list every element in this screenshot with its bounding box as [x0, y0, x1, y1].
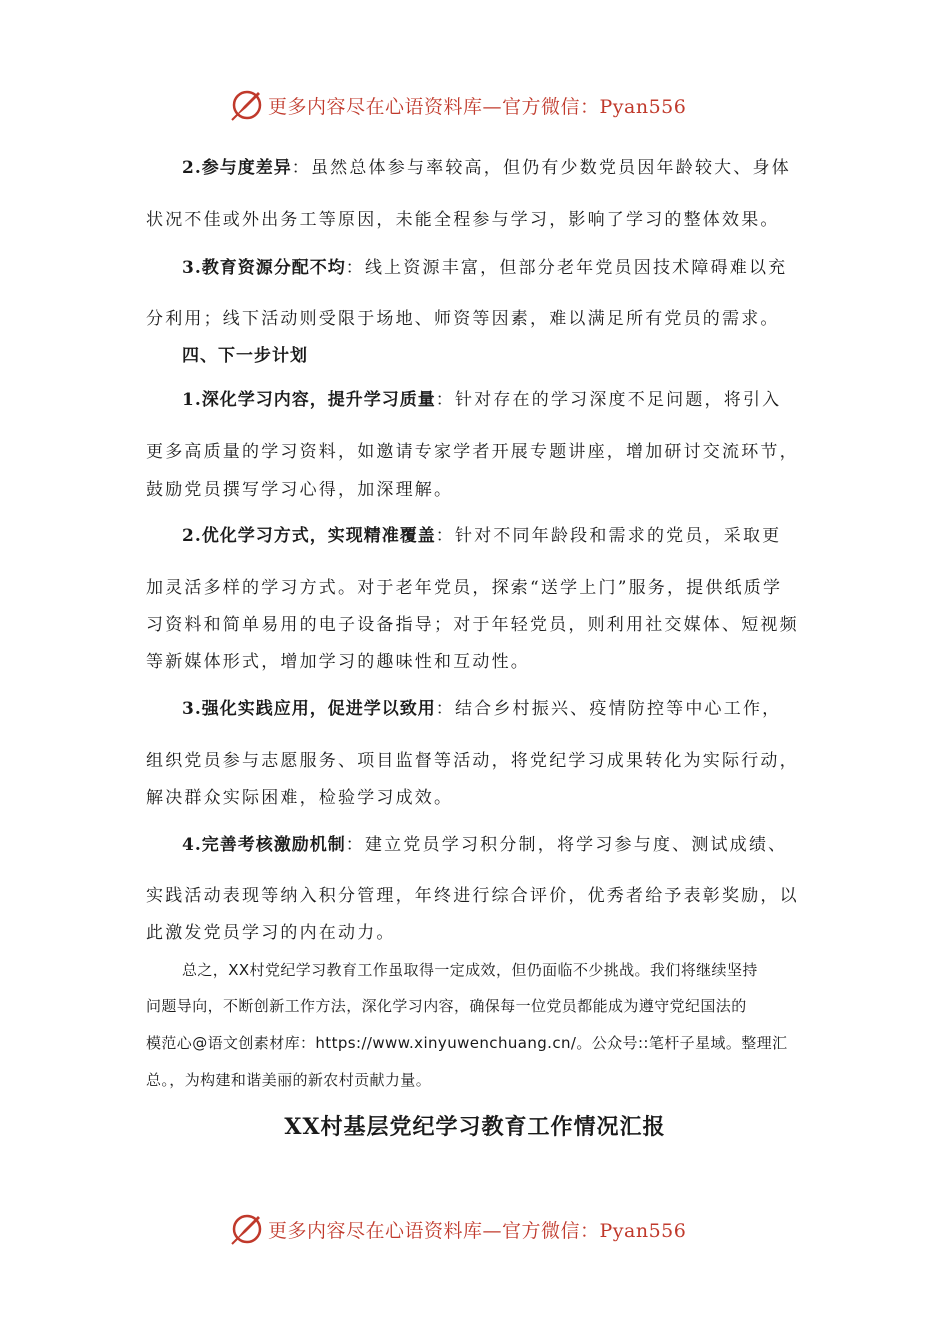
item-label: 1.深化学习内容，提升学习质量: [182, 390, 436, 410]
item-text: ：线上资源丰富，但部分老年党员因技术障碍难以充: [345, 258, 788, 278]
conclusion-line: 总。，为构建和谐美丽的新农村贡献力量。: [146, 1071, 432, 1089]
section-heading-next-steps: 四、下一步计划: [182, 346, 308, 366]
conclusion-line: 模范心@语文创素材库：https://www.xinyuwenchuang.cn/。公众号::笔杆子星域。整理汇: [146, 1034, 788, 1052]
text-line: 分利用；线下活动则受限于场地、师资等因素，难以满足所有党员的需求。: [146, 309, 780, 329]
conclusion-line: 总之，XX村党纪学习教育工作虽取得一定成效，但仍面临不少挑战。我们将继续坚持: [182, 961, 758, 979]
item-text: ：建立党员学习积分制，将学习参与度、测试成绩、: [345, 835, 788, 855]
item-label: 2.优化学习方式，实现精准覆盖: [182, 526, 436, 546]
text-line: 实践活动表现等纳入积分管理，年终进行综合评价，优秀者给予表彰奖励，以: [146, 886, 799, 906]
pen-nib-logo-icon: [230, 88, 264, 122]
paragraph-assessment-incentive: [182, 833, 806, 857]
watermark-text: 更多内容尽在心语资料库—官方微信：Pyan556: [268, 95, 687, 118]
paragraph-optimize-methods: [182, 524, 806, 548]
text-line: 状况不佳或外出务工等原因，未能全程参与学习，影响了学习的整体效果。: [146, 210, 780, 230]
text-line: 加灵活多样的学习方式。对于老年党员，探索“送学上门”服务，提供纸质学: [146, 578, 783, 598]
pen-nib-logo-icon: [230, 1212, 264, 1246]
text-line: 此激发党员学习的内在动力。: [146, 923, 396, 943]
paragraph-practice-application: [182, 697, 806, 721]
item-text: ：针对存在的学习深度不足问题，将引入: [435, 390, 782, 410]
item-label: 2.参与度差异: [182, 158, 292, 178]
item-text: ：针对不同年龄段和需求的党员，采取更: [435, 526, 782, 546]
watermark-header: [230, 88, 750, 122]
item-label: 3.强化实践应用，促进学以致用: [182, 699, 436, 719]
text-line: 组织党员参与志愿服务、项目监督等活动，将党纪学习成果转化为实际行动，: [146, 751, 799, 771]
text-line: 等新媒体形式，增加学习的趣味性和互动性。: [146, 652, 530, 672]
text-line: 习资料和简单易用的电子设备指导；对于年轻党员，则利用社交媒体、短视频: [146, 615, 799, 635]
watermark-footer: [230, 1212, 750, 1246]
watermark-text: 更多内容尽在心语资料库—官方微信：Pyan556: [268, 1219, 687, 1242]
paragraph-deepen-content: [182, 388, 806, 412]
document-title: XX村基层党纪学习教育工作情况汇报: [284, 1114, 666, 1140]
conclusion-line: 问题导向，不断创新工作方法，深化学习内容，确保每一位党员都能成为遵守党纪国法的: [146, 997, 747, 1015]
paragraph-participation-diff: [182, 156, 806, 180]
text-line: 解决群众实际困难，检验学习成效。: [146, 788, 454, 808]
text-line: 更多高质量的学习资料，如邀请专家学者开展专题讲座，增加研讨交流环节，: [146, 442, 799, 462]
paragraph-resource-allocation: [182, 256, 806, 280]
item-label: 4.完善考核激励机制: [182, 835, 346, 855]
item-label: 3.教育资源分配不均: [182, 258, 346, 278]
item-text: ：结合乡村振兴、疫情防控等中心工作，: [435, 699, 782, 719]
item-text: ：虽然总体参与率较高，但仍有少数党员因年龄较大、身体: [291, 158, 791, 178]
text-line: 鼓励党员撰写学习心得，加深理解。: [146, 480, 454, 500]
